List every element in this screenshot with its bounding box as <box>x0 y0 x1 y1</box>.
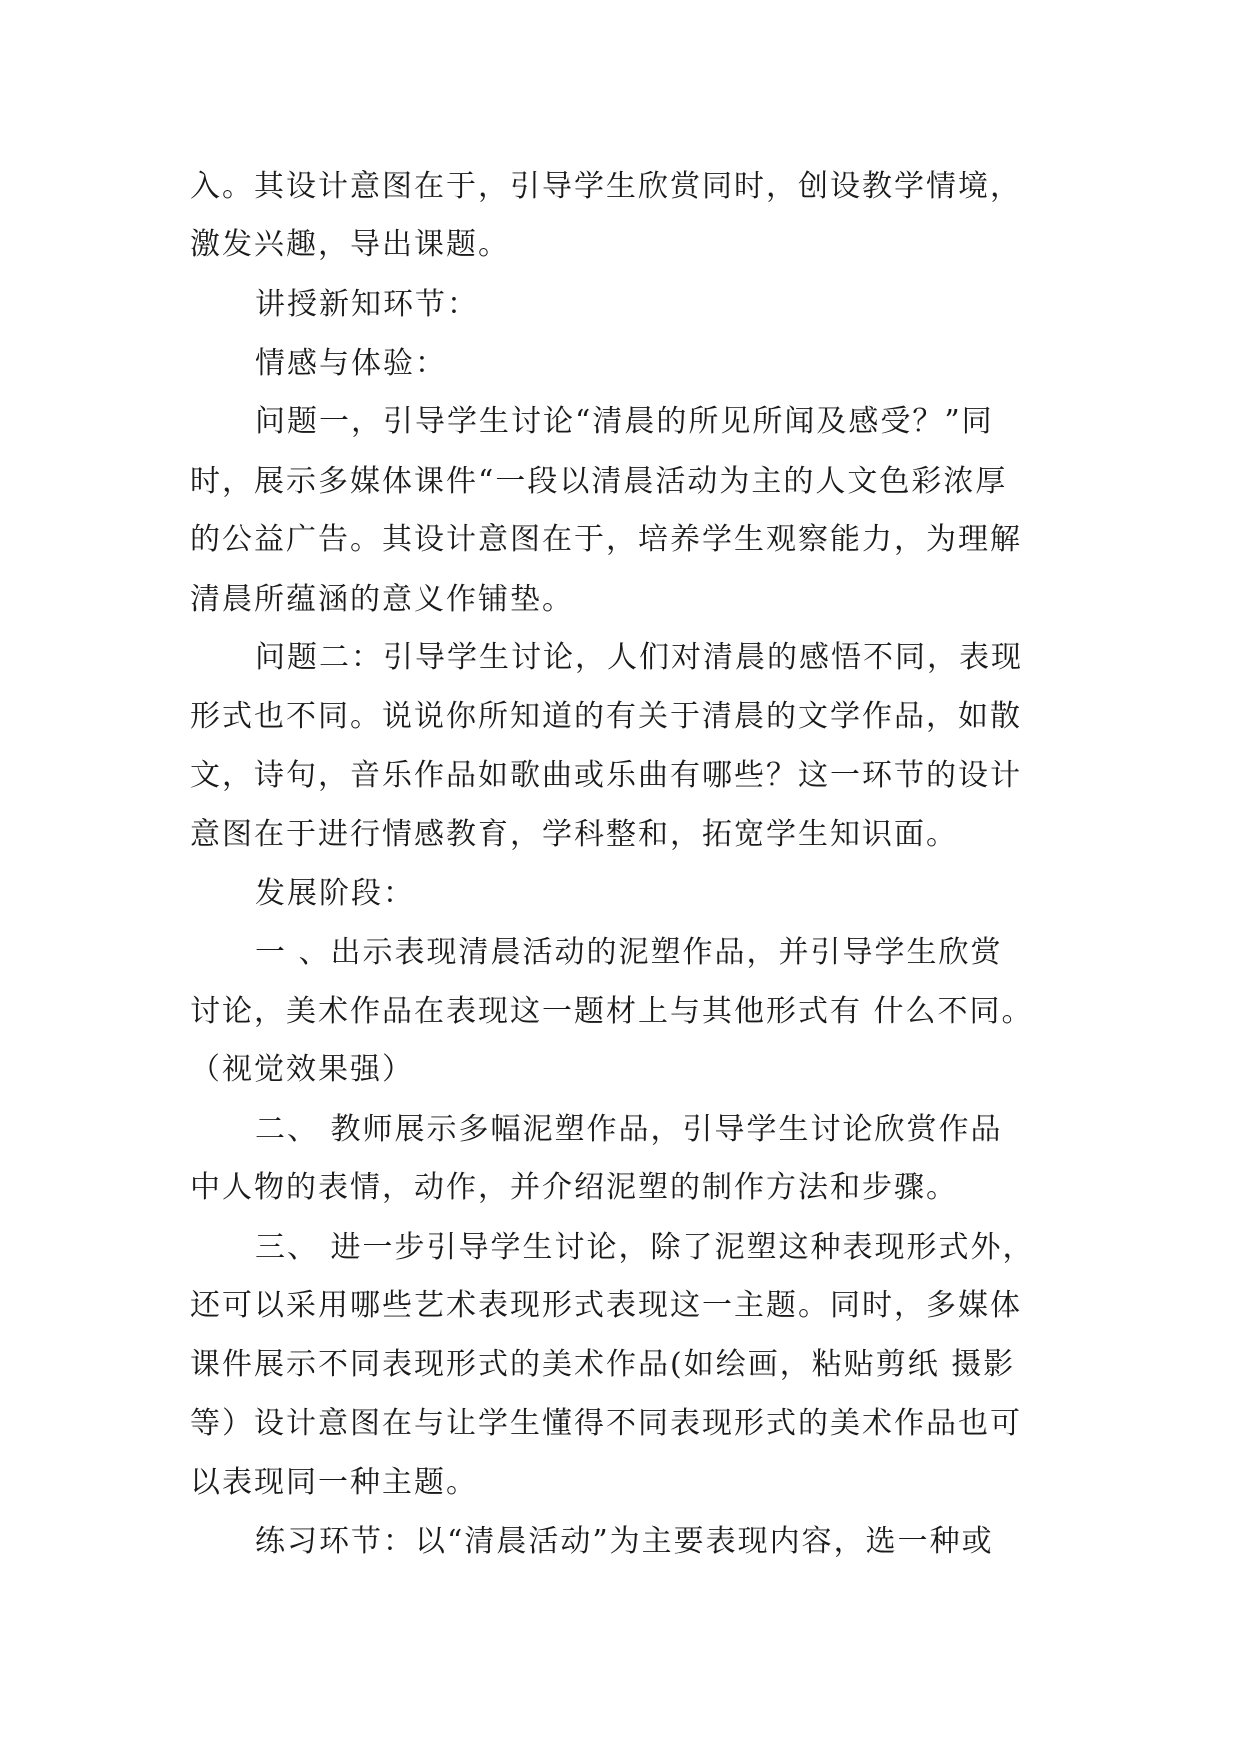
text-line: 还可以采用哪些艺术表现形式表现这一主题。同时，多媒体 <box>190 1288 1022 1323</box>
text-line: 的公益广告。其设计意图在于，培养学生观察能力，为理解 <box>190 522 1022 557</box>
section-heading: 讲授新知环节： <box>255 287 479 322</box>
text-line: 一 、出示表现清晨活动的泥塑作品，并引导学生欣赏 <box>255 935 1003 970</box>
text-line: （视觉效果强） <box>190 1052 414 1087</box>
text-line: 问题二：引导学生讨论，人们对清晨的感悟不同，表现 <box>255 640 1023 675</box>
text-line: 以表现同一种主题。 <box>190 1465 478 1500</box>
text-line: 意图在于进行情感教育，学科整和，拓宽学生知识面。 <box>190 817 958 852</box>
text-line: 激发兴趣，导出课题。 <box>190 227 510 262</box>
text-line: 二、 教师展示多幅泥塑作品，引导学生讨论欣赏作品 <box>255 1112 1003 1147</box>
text-line: 清晨所蕴涵的意义作铺垫。 <box>190 582 574 617</box>
text-line: 问题一，引导学生讨论“清晨的所见所闻及感受？”同 <box>255 404 994 439</box>
text-line: 三、 进一步引导学生讨论，除了泥塑这种表现形式外， <box>255 1230 1035 1265</box>
text-line: 等）设计意图在与让学生懂得不同表现形式的美术作品也可 <box>190 1406 1022 1441</box>
text-line: 入。其设计意图在于，引导学生欣赏同时，创设教学情境， <box>190 169 1022 204</box>
text-line: 课件展示不同表现形式的美术作品(如绘画，粘贴剪纸 摄影 <box>190 1347 1016 1382</box>
text-line: 讨论，美术作品在表现这一题材上与其他形式有 什么不同。 <box>190 994 1034 1029</box>
text-line: 形式也不同。说说你所知道的有关于清晨的文学作品，如散 <box>190 699 1022 734</box>
section-heading: 情感与体验： <box>255 346 447 381</box>
text-line: 练习环节：以“清晨活动”为主要表现内容，选一种或 <box>255 1524 994 1559</box>
text-line: 中人物的表情，动作，并介绍泥塑的制作方法和步骤。 <box>190 1170 958 1205</box>
section-heading: 发展阶段： <box>255 876 415 911</box>
text-line: 时，展示多媒体课件“一段以清晨活动为主的人文色彩浓厚 <box>190 464 1008 499</box>
text-line: 文，诗句，音乐作品如歌曲或乐曲有哪些？这一环节的设计 <box>190 758 1022 793</box>
